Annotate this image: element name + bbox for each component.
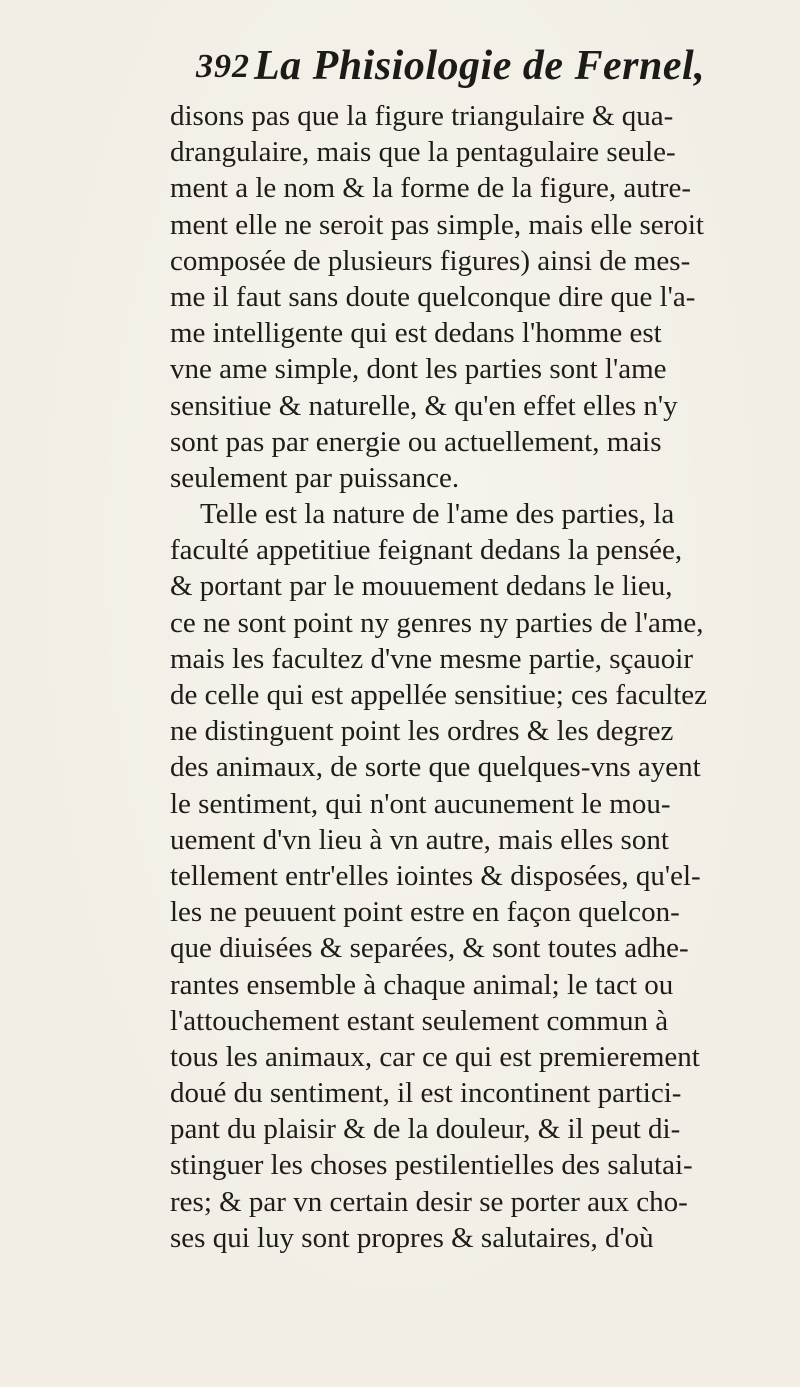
text-line: le sentiment, qui n'ont aucunement le mou- [170, 787, 671, 820]
paragraph-start-line: Telle est la nature de l'ame des parties, la [200, 498, 675, 531]
text-line: doué du sentiment, il est incontinent partici- [170, 1077, 682, 1110]
text-line: disons pas que la figure triangulaire & qua- [170, 100, 674, 132]
text-line: & portant par le mouuement dedans le lieu, [170, 570, 673, 603]
text-line: seulement par puissance. [170, 461, 460, 494]
text-line: me il faut sans doute quelconque dire que l'a- [170, 280, 696, 313]
text-line: rantes ensemble à chaque animal; le tact ou [170, 968, 674, 1001]
text-line: de celle qui est appellée sensitiue; ces facultez [170, 679, 708, 711]
text-line: ment elle ne seroit pas simple, mais elle seroit [170, 208, 704, 241]
text-line: tellement entr'elles iointes & disposées, qu'el- [170, 859, 701, 892]
page-number: 392 [196, 48, 250, 85]
text-line: me intelligente qui est dedans l'homme est [170, 317, 662, 350]
running-title: La Phisiologie de Fernel, [254, 43, 706, 89]
text-line: pant du plaisir & de la douleur, & il peut di- [170, 1113, 681, 1146]
text-line: res; & par vn certain desir se porter aux cho- [170, 1185, 688, 1218]
text-line: ce ne sont point ny genres ny parties de l'ame, [170, 606, 704, 639]
text-line: mais les facultez d'vne mesme partie, sçauoir [170, 642, 693, 675]
text-line: uement d'vn lieu à vn autre, mais elles sont [170, 823, 669, 856]
text-line: ne distinguent point les ordres & les degrez [170, 715, 674, 748]
text-line: vne ame simple, dont les parties sont l'ame [170, 353, 667, 386]
text-line: sont pas par energie ou actuellement, mais [170, 425, 662, 458]
text-line: ses qui luy sont propres & salutaires, d'où [170, 1221, 654, 1254]
text-line: les ne peuuent point estre en façon quelcon- [170, 896, 680, 929]
body-text [170, 98, 770, 1256]
text-line: sensitiue & naturelle, & qu'en effet elles n'y [170, 389, 678, 422]
text-line: ment a le nom & la forme de la figure, autre- [170, 172, 691, 205]
text-line: que diuisées & separées, & sont toutes adhe- [170, 932, 689, 965]
text-line: l'attouchement estant seulement commun à [170, 1004, 669, 1037]
text-line: composée de plusieurs figures) ainsi de mes- [170, 244, 691, 277]
text-line: tous les animaux, car ce qui est premierement [170, 1040, 700, 1073]
page-header [196, 42, 716, 102]
text-line: faculté appetitiue feignant dedans la pensée, [170, 534, 683, 567]
text-line: drangulaire, mais que la pentagulaire seule- [170, 136, 676, 169]
text-line: des animaux, de sorte que quelques-vns ayent [170, 751, 701, 784]
text-line: stinguer les choses pestilentielles des salutai- [170, 1149, 693, 1182]
